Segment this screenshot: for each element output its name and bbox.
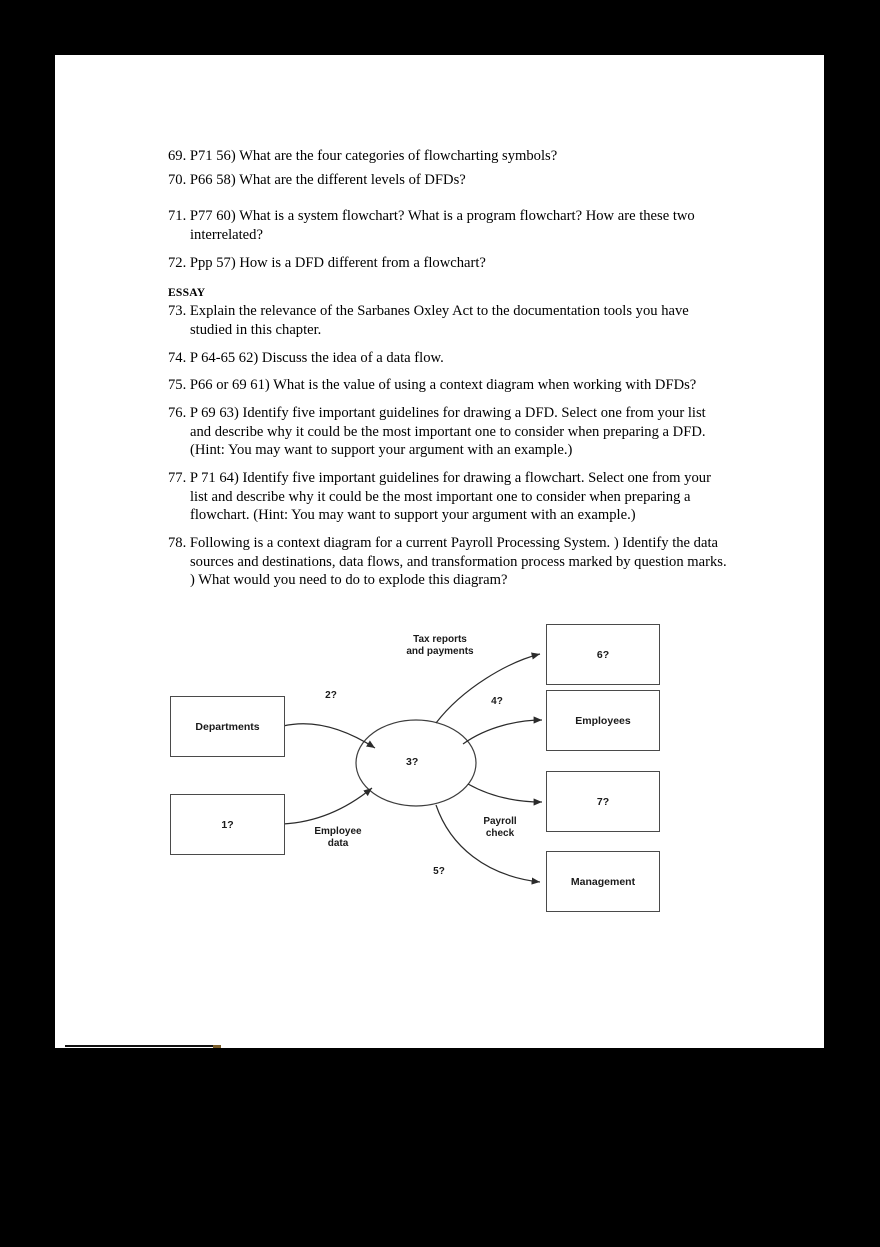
essay-question-item: 73. Explain the relevance of the Sarbanes Oxley Act to the documentation tools you have studied in this chapter. [168, 303, 689, 339]
entity-dest-7: 7? [546, 771, 660, 832]
entity-employees: Employees [546, 690, 660, 751]
essay-question-item: 77. P 71 64) Identify five important guidelines for drawing a flowchart. Select one from your list and describe why it could be the most important one to consider when preparing a flowchart. (Hint: You may want to support your argument with an example.) [168, 470, 711, 524]
entity-departments: Departments [170, 696, 285, 757]
essay-question-item: 78. Following is a context diagram for a current Payroll Processing System. ) Identify the data sources and destinations, data flows, and transformation process marked by question marks. ) What would you need to do to explode this diagram? [168, 535, 727, 589]
entity-dest-6: 6? [546, 624, 660, 685]
page-content [168, 147, 728, 928]
flow-label-5: 5? [433, 866, 445, 878]
question-item: 69. P71 56) What are the four categories of flowcharting symbols? [168, 148, 558, 164]
flow-label-payroll-check-line2: check [485, 828, 515, 840]
document-page [55, 55, 824, 1045]
page-bottom-edge [55, 1045, 824, 1048]
question-item: 71. P77 60) What is a system flowchart? What is a program flowchart? How are these two interrelated? [168, 208, 695, 244]
page-edge-line [65, 1045, 220, 1047]
question-item: 70. P66 58) What are the different levels of DFDs? [168, 171, 466, 188]
process-label: 3? [406, 756, 419, 769]
page-edge-mark [213, 1045, 221, 1048]
essay-question-item: 74. P 64-65 62) Discuss the idea of a data flow. [168, 349, 444, 366]
entity-management: Management [546, 851, 660, 912]
question-item: 72. Ppp 57) How is a DFD different from a flowchart? [168, 254, 486, 271]
flow-label-tax-reports-line1: Tax reports [413, 634, 467, 646]
context-diagram [168, 608, 728, 928]
flow-label-2: 2? [325, 690, 337, 702]
flow-label-4: 4? [491, 696, 503, 708]
spacer [168, 194, 728, 207]
essay-question-item: 75. P66 or 69 61) What is the value of using a context diagram when working with DFDs? [168, 377, 697, 394]
flow-label-tax-reports-line2: and payments [406, 646, 474, 658]
essay-question-item: 76. P 69 63) Identify five important guidelines for drawing a DFD. Select one from your list and describe why it could be the most important one to consider when preparing a DFD. (Hint: You may want to support your argument with an example.) [168, 405, 706, 459]
essay-section-label: ESSAY [168, 286, 206, 300]
flow-label-payroll-check-line1: Payroll [483, 816, 517, 828]
entity-unknown-1: 1? [170, 794, 285, 855]
flow-label-employee-data-line2: data [327, 838, 349, 850]
flow-label-employee-data-line1: Employee [314, 826, 362, 838]
